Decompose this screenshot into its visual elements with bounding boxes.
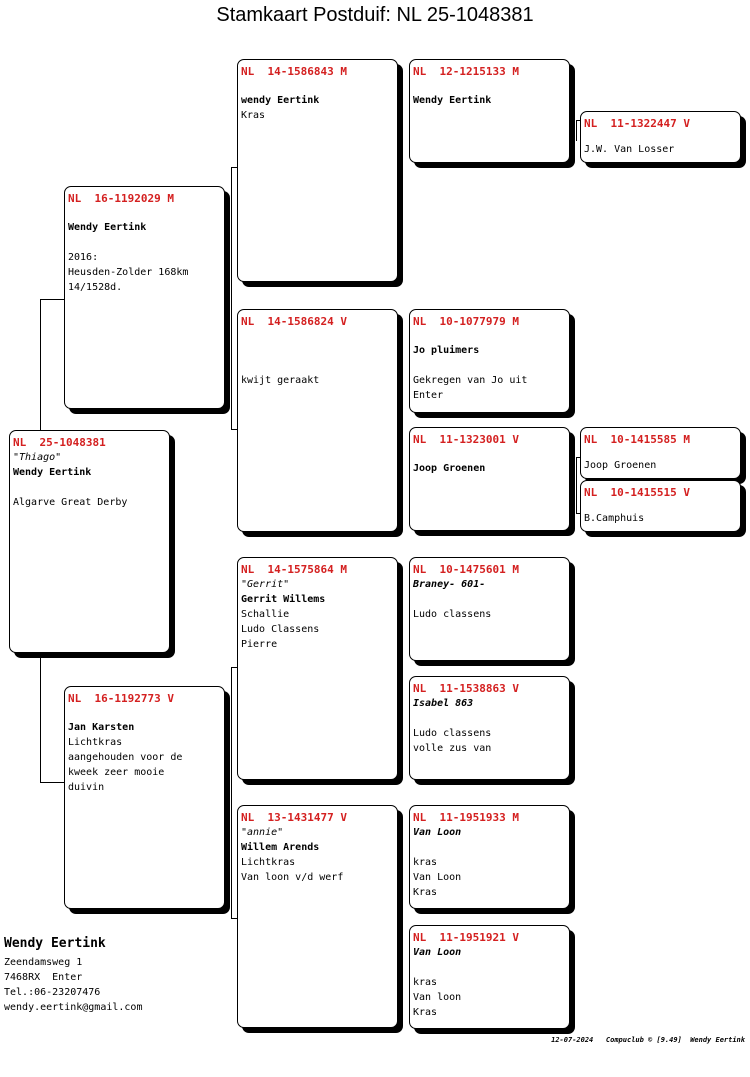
pedigree-card-mmm[interactable] xyxy=(409,925,570,1029)
owner-name: J.W. Van Losser xyxy=(584,144,675,155)
breeder-info xyxy=(4,936,142,1015)
owner-name: Wendy Eertink xyxy=(68,222,147,233)
note-line: Pierre xyxy=(241,639,278,650)
note-line: Van Loon xyxy=(413,872,462,883)
owner-name: Van Loon xyxy=(413,827,462,838)
pedigree-card-mfm[interactable] xyxy=(409,676,570,780)
owner-name: Jan Karsten xyxy=(68,722,135,733)
pedigree-card-mm[interactable] xyxy=(237,805,398,1028)
ring-number: NL 11-1951921 V xyxy=(413,931,519,944)
breeder-email[interactable]: wendy.eertink@gmail.com xyxy=(4,1002,143,1013)
pedigree-card-ff[interactable] xyxy=(237,59,398,282)
note-line: Lichtkras xyxy=(241,857,296,868)
note-line: aangehouden voor de xyxy=(68,752,183,763)
note-line: Heusden-Zolder 168km xyxy=(68,267,189,278)
owner-name: Joop Groenen xyxy=(584,460,657,471)
note-line: Kras xyxy=(413,887,438,898)
owner-name: Jo pluimers xyxy=(413,345,480,356)
pedigree-card-subject[interactable] xyxy=(9,430,170,653)
pedigree-card-fm[interactable] xyxy=(237,309,398,532)
ring-number: NL 14-1575864 M xyxy=(241,563,347,576)
note-line: volle zus van xyxy=(413,743,492,754)
note-line: 2016: xyxy=(68,252,99,263)
note-line: kwijt geraakt xyxy=(241,375,320,386)
note-line: Kras xyxy=(241,110,266,121)
pedigree-card-fmmf[interactable] xyxy=(580,427,741,479)
owner-name: Joop Groenen xyxy=(413,463,486,474)
page-title: Stamkaart Postduif: NL 25-1048381 xyxy=(216,4,534,26)
owner-name: Wendy Eertink xyxy=(13,467,92,478)
note-line: Van loon v/d werf xyxy=(241,872,344,883)
note-line: Schallie xyxy=(241,609,290,620)
breeder-phone: Tel.:06-23207476 xyxy=(4,987,101,998)
breeder-street: Zeendamsweg 1 xyxy=(4,957,83,968)
ring-number: NL 10-1415585 M xyxy=(584,433,690,446)
note-line: 14/1528d. xyxy=(68,282,123,293)
owner-name: B.Camphuis xyxy=(584,513,645,524)
pedigree-card-fffm[interactable] xyxy=(580,111,741,163)
ring-number: NL 10-1475601 M xyxy=(413,563,519,576)
owner-name: Willem Arends xyxy=(241,842,320,853)
note-line: Kras xyxy=(413,1007,438,1018)
owner-name: Isabel 863 xyxy=(413,698,474,709)
ring-number: NL 11-1951933 M xyxy=(413,811,519,824)
ring-number: NL 10-1077979 M xyxy=(413,315,519,328)
ring-number: NL 10-1415515 V xyxy=(584,486,690,499)
owner-name: Van Loon xyxy=(413,947,462,958)
ring-number: NL 11-1538863 V xyxy=(413,682,519,695)
ring-number: NL 16-1192029 M xyxy=(68,192,174,205)
note-line: Lichtkras xyxy=(68,737,123,748)
pedigree-card-fmm[interactable] xyxy=(409,427,570,531)
owner-name: wendy Eertink xyxy=(241,95,320,106)
ring-number: NL 11-1323001 V xyxy=(413,433,519,446)
pigeon-name: "Gerrit" xyxy=(241,579,290,590)
ring-number: NL 13-1431477 V xyxy=(241,811,347,824)
ring-number: NL 16-1192773 V xyxy=(68,692,174,705)
note-line: Gekregen van Jo uit xyxy=(413,375,528,386)
pedigree-card-father[interactable] xyxy=(64,186,225,409)
note-line: Ludo Classens xyxy=(241,624,320,635)
pedigree-card-mff[interactable] xyxy=(409,557,570,661)
owner-name: Wendy Eertink xyxy=(413,95,492,106)
pigeon-name: "annie" xyxy=(241,827,284,838)
ring-number: NL 14-1586843 M xyxy=(241,65,347,78)
pedigree-card-fff[interactable] xyxy=(409,59,570,163)
ring-number: NL 11-1322447 V xyxy=(584,117,690,130)
pedigree-card-mmf[interactable] xyxy=(409,805,570,909)
note-line: duivin xyxy=(68,782,105,793)
note-line: Algarve Great Derby xyxy=(13,497,128,508)
print-footer: 12-07-2024 Compuclub © [9.49] Wendy Eertink xyxy=(551,1036,745,1044)
pedigree-card-mf[interactable] xyxy=(237,557,398,780)
owner-name: Gerrit Willems xyxy=(241,594,326,605)
ring-number: NL 25-1048381 xyxy=(13,436,106,449)
note-line: kras xyxy=(413,977,438,988)
note-line: Ludo classens xyxy=(413,609,492,620)
note-line: Van loon xyxy=(413,992,462,1003)
ring-number: NL 12-1215133 M xyxy=(413,65,519,78)
pedigree-card-fmmm[interactable] xyxy=(580,480,741,532)
note-line: Enter xyxy=(413,390,444,401)
note-line: Ludo classens xyxy=(413,728,492,739)
owner-name: Braney- 601- xyxy=(413,579,486,590)
breeder-city: 7468RX Enter xyxy=(4,972,83,983)
pedigree-card-mother[interactable] xyxy=(64,686,225,909)
pedigree-card-fmf[interactable] xyxy=(409,309,570,413)
note-line: kweek zeer mooie xyxy=(68,767,165,778)
breeder-name: Wendy Eertink xyxy=(4,936,106,951)
pigeon-name: "Thiago" xyxy=(13,452,62,463)
note-line: kras xyxy=(413,857,438,868)
ring-number: NL 14-1586824 V xyxy=(241,315,347,328)
